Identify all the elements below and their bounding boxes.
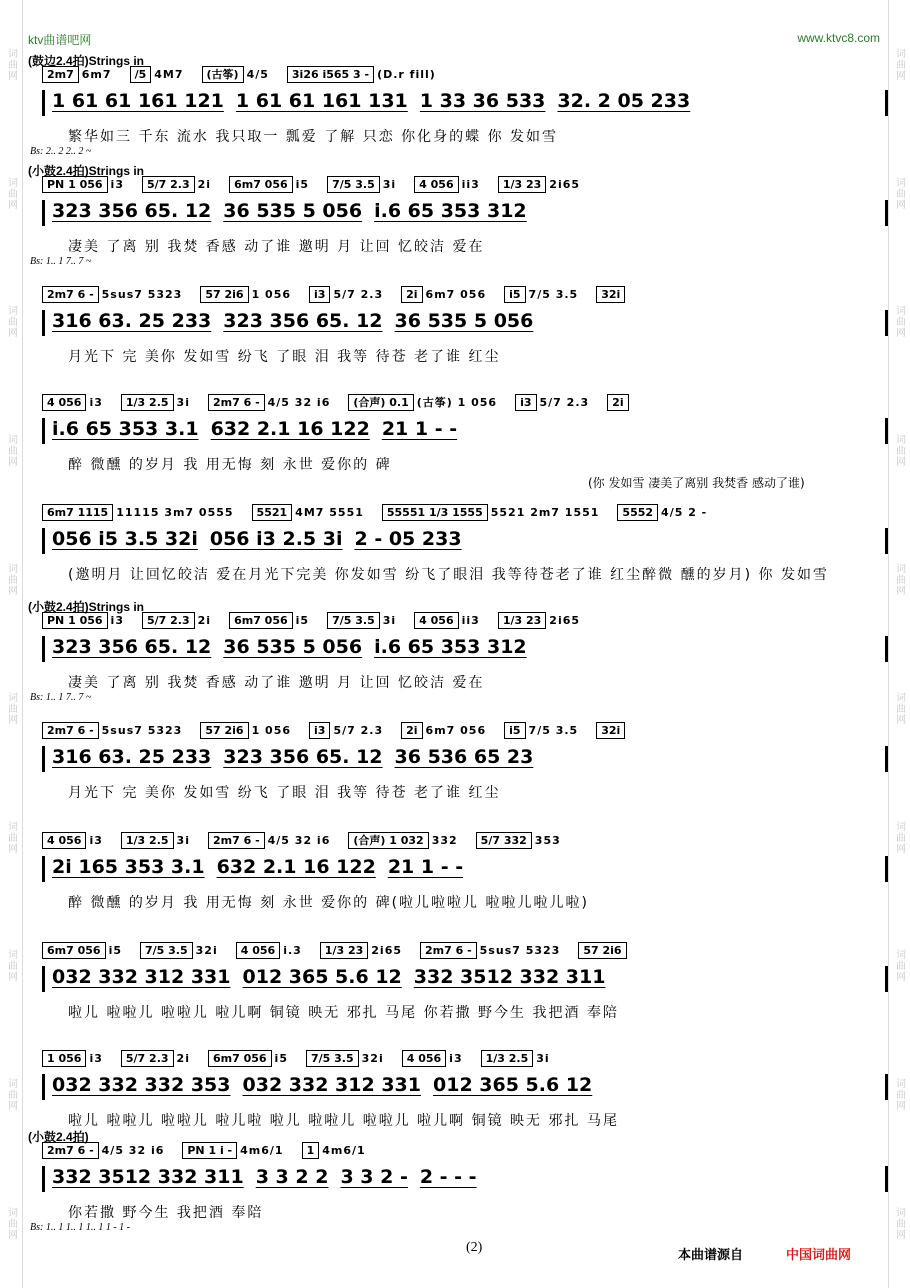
measure-group: 36 535 5 056 bbox=[223, 200, 363, 222]
lyrics-line: 醉 微醺 的岁月 我 用无悔 刻 永世 爱你的 碑 bbox=[68, 457, 392, 473]
measure-group: 36 535 5 056 bbox=[394, 310, 534, 332]
side-watermark-text: 词曲网 bbox=[5, 1078, 17, 1112]
chord-symbol: 55551 1/3 1555 bbox=[382, 504, 488, 521]
side-watermark-text: 词曲网 bbox=[5, 47, 17, 81]
chord-symbol: 5/7 2.3 bbox=[142, 176, 195, 193]
arpeggio-notes: 7/5 3.5 bbox=[528, 288, 579, 301]
measure-group: 2 - 05 233 bbox=[354, 528, 462, 550]
arpeggio-notes: i3 bbox=[449, 1052, 463, 1065]
arpeggio-notes: i5 bbox=[108, 944, 122, 957]
arpeggio-notes: ii3 bbox=[461, 614, 480, 627]
jianpu-melody bbox=[52, 746, 890, 774]
lyrics-line: 你若撒 野今生 我把酒 奉陪 bbox=[68, 1205, 264, 1221]
arpeggio-notes: 3i bbox=[176, 834, 190, 847]
arpeggio-notes: 5521 2m7 1551 bbox=[490, 506, 600, 519]
side-watermark-text: 词曲网 bbox=[5, 820, 17, 854]
chord-symbol: 57 2i6 bbox=[578, 942, 626, 959]
arpeggio-notes: 1 056 bbox=[251, 724, 292, 737]
bass-line: Bs: 1.. 1 1.. 1 1.. 1 1 - 1 - bbox=[30, 1222, 130, 1233]
measure-group: i.6 65 353 312 bbox=[374, 636, 527, 658]
barline-start bbox=[42, 1074, 45, 1100]
chord-symbol: 5/7 332 bbox=[476, 832, 532, 849]
chord-line bbox=[42, 1050, 890, 1070]
barline-start bbox=[42, 856, 45, 882]
chord-line bbox=[42, 942, 890, 962]
source-name: 中国词曲网 bbox=[786, 1248, 852, 1263]
arpeggio-notes: 32i bbox=[361, 1052, 384, 1065]
jianpu-melody bbox=[52, 856, 890, 884]
arpeggio-notes: 4m6/1 bbox=[240, 1144, 284, 1157]
arpeggio-notes: 1 056 bbox=[251, 288, 292, 301]
measure-group: 36 536 65 23 bbox=[394, 746, 534, 768]
arpeggio-notes: 4/5 bbox=[246, 68, 269, 81]
side-watermark-text: 词曲网 bbox=[5, 949, 17, 983]
chord-symbol: 2m7 6 - bbox=[420, 942, 477, 959]
source-label: 本曲谱源自 bbox=[678, 1248, 744, 1263]
arpeggio-notes: 5sus7 5323 bbox=[479, 944, 561, 957]
arpeggio-notes: 4/5 32 i6 bbox=[101, 1144, 165, 1157]
chord-symbol: i3 bbox=[515, 394, 536, 411]
side-watermark-text: 词曲网 bbox=[893, 691, 905, 725]
bass-line: Bs: 2.. 2 2.. 2 ~ bbox=[30, 146, 92, 157]
chord-symbol: 6m7 056 bbox=[42, 942, 106, 959]
chord-symbol: 2i bbox=[401, 286, 422, 303]
barline-start bbox=[42, 636, 45, 662]
page-border-left bbox=[22, 0, 23, 1288]
measure-group: 323 356 65. 12 bbox=[223, 746, 383, 768]
chord-line bbox=[42, 66, 890, 86]
side-watermark-text: 词曲网 bbox=[5, 563, 17, 597]
side-watermark-text: 词曲网 bbox=[5, 176, 17, 210]
chord-symbol: 4 056 bbox=[42, 832, 86, 849]
measure-group: i.6 65 353 312 bbox=[374, 200, 527, 222]
chord-symbol: 6m7 056 bbox=[229, 612, 293, 629]
chord-symbol: 6m7 056 bbox=[208, 1050, 272, 1067]
side-watermark-text: 词曲网 bbox=[893, 563, 905, 597]
measure-group: 36 535 5 056 bbox=[223, 636, 363, 658]
chord-line bbox=[42, 612, 890, 632]
arpeggio-notes: 353 bbox=[534, 834, 561, 847]
measure-group: i.6 65 353 3.1 bbox=[52, 418, 199, 440]
measure-group: 056 i5 3.5 32i bbox=[52, 528, 198, 550]
arpeggio-notes: (古筝) 1 056 bbox=[416, 396, 498, 409]
barline-start bbox=[42, 746, 45, 772]
jianpu-melody bbox=[52, 528, 890, 556]
chord-symbol: (合声) 1 032 bbox=[348, 832, 428, 849]
chord-line bbox=[42, 394, 890, 414]
barline-start bbox=[42, 200, 45, 226]
chord-symbol: 5/7 2.3 bbox=[142, 612, 195, 629]
bass-line: Bs: 1.. 1 7.. 7 ~ bbox=[30, 692, 92, 703]
chord-symbol: 5552 bbox=[617, 504, 658, 521]
measure-group: 332 3512 332 311 bbox=[52, 1166, 244, 1188]
arpeggio-notes: i5 bbox=[295, 614, 310, 627]
measure-group: 056 i3 2.5 3i bbox=[209, 528, 343, 550]
score-system bbox=[28, 1128, 890, 1235]
side-watermark-text: 词曲网 bbox=[893, 1078, 905, 1112]
measure-group: 332 3512 332 311 bbox=[413, 966, 606, 988]
chord-line bbox=[42, 286, 890, 306]
chord-symbol: 7/5 3.5 bbox=[327, 612, 380, 629]
chord-symbol: 1/3 2.5 bbox=[121, 394, 174, 411]
side-watermark-text: 词曲网 bbox=[893, 820, 905, 854]
measure-group: 21 1 - - bbox=[387, 856, 464, 878]
lyrics-line: (邀明月 让回忆皎洁 爱在月光下完美 你发如雪 纷飞了眼泪 我等待苍老了谁 红尘醉微 醺的岁月) 你 发如雪 bbox=[68, 567, 829, 583]
score-system bbox=[28, 928, 890, 1035]
chord-symbol: PN 1 056 bbox=[42, 176, 108, 193]
arpeggio-notes: 332 bbox=[431, 834, 458, 847]
arpeggio-notes: (D.r fill) bbox=[377, 68, 436, 81]
arpeggio-notes: 5/7 2.3 bbox=[333, 288, 384, 301]
arpeggio-notes: 4/5 2 - bbox=[661, 506, 708, 519]
arpeggio-notes: 2i bbox=[197, 178, 212, 191]
measure-group: 3 3 2 2 bbox=[255, 1166, 329, 1188]
arpeggio-notes: 11115 3m7 0555 bbox=[116, 506, 234, 519]
arpeggio-notes: 2i65 bbox=[549, 614, 581, 627]
arpeggio-notes: 3i bbox=[536, 1052, 550, 1065]
chord-symbol: i3 bbox=[309, 286, 330, 303]
lyrics-line: 凄美 了离 别 我焚 香感 动了谁 邀明 月 让回 忆皎洁 爱在 bbox=[68, 675, 485, 691]
chord-symbol: 1 bbox=[302, 1142, 320, 1159]
score-system bbox=[28, 818, 890, 925]
arpeggio-notes: ii3 bbox=[461, 178, 480, 191]
arpeggio-notes: 5/7 2.3 bbox=[539, 396, 590, 409]
chord-symbol: 4 056 bbox=[414, 612, 458, 629]
measure-group: 032 332 312 331 bbox=[52, 966, 231, 988]
jianpu-melody bbox=[52, 1074, 890, 1102]
measure-group: 1 33 36 533 bbox=[419, 90, 546, 112]
chord-line bbox=[42, 176, 890, 196]
chord-symbol: 1/3 23 bbox=[320, 942, 368, 959]
lyrics-line: 繁华如三 千东 流水 我只取一 瓢爱 了解 只恋 你化身的蝶 你 发如雪 bbox=[68, 129, 559, 145]
lyrics-line: 月光下 完 美你 发如雪 纷飞 了眼 泪 我等 待苍 老了谁 红尘 bbox=[68, 785, 501, 801]
jianpu-melody bbox=[52, 200, 890, 228]
section-label: (小鼓2.4拍)Strings in bbox=[28, 600, 145, 614]
measure-group: 323 356 65. 12 bbox=[223, 310, 383, 332]
jianpu-melody bbox=[52, 966, 890, 994]
side-watermark-left bbox=[3, 0, 19, 1288]
chord-symbol: 2m7 6 - bbox=[42, 1142, 99, 1159]
side-watermark-text: 词曲网 bbox=[893, 434, 905, 468]
score-system bbox=[28, 490, 890, 597]
page-footer bbox=[0, 1240, 910, 1270]
side-watermark-text: 词曲网 bbox=[893, 949, 905, 983]
chord-symbol: 32i bbox=[596, 722, 625, 739]
measure-group: 32. 2 05 233 bbox=[557, 90, 691, 112]
measure-group: 2 - - - bbox=[419, 1166, 477, 1188]
side-watermark-text: 词曲网 bbox=[893, 47, 905, 81]
measure-group: 1 61 61 161 121 bbox=[52, 90, 224, 112]
chord-symbol: 57 2i6 bbox=[200, 722, 248, 739]
side-watermark-text: 词曲网 bbox=[893, 1207, 905, 1241]
chord-symbol: 7/5 3.5 bbox=[327, 176, 380, 193]
chord-line bbox=[42, 832, 890, 852]
chord-symbol: 2m7 6 - bbox=[208, 832, 265, 849]
chord-symbol: PN 1 i - bbox=[182, 1142, 237, 1159]
measure-group: 21 1 - - bbox=[381, 418, 458, 440]
arpeggio-notes: 4/5 32 i6 bbox=[267, 396, 331, 409]
jianpu-melody bbox=[52, 90, 890, 118]
chord-symbol: (合声) 0.1 bbox=[348, 394, 413, 411]
arpeggio-notes: 5sus7 5323 bbox=[101, 724, 183, 737]
arpeggio-notes: i3 bbox=[110, 178, 124, 191]
arpeggio-notes: 2i65 bbox=[371, 944, 402, 957]
measure-group: 2i 165 353 3.1 bbox=[52, 856, 205, 878]
side-watermark-text: 词曲网 bbox=[5, 434, 17, 468]
chord-symbol: i5 bbox=[504, 286, 525, 303]
lyrics-line: 月光下 完 美你 发如雪 纷飞 了眼 泪 我等 待苍 老了谁 红尘 bbox=[68, 349, 501, 365]
backing-lyrics: (你 发如雪 凄美了离别 我焚香 感动了谁) bbox=[588, 476, 805, 490]
arpeggio-notes: 2i65 bbox=[549, 178, 581, 191]
page-number: (2) bbox=[466, 1240, 483, 1255]
site-watermark-right: www.ktvc8.com bbox=[797, 31, 880, 45]
measure-group: 1 61 61 161 131 bbox=[235, 90, 408, 112]
measure-group: 012 365 5.6 12 bbox=[242, 966, 402, 988]
arpeggio-notes: i.3 bbox=[283, 944, 302, 957]
chord-symbol: 32i bbox=[596, 286, 625, 303]
score-system bbox=[28, 162, 890, 269]
arpeggio-notes: i3 bbox=[89, 1052, 103, 1065]
arpeggio-notes: 5sus7 5323 bbox=[101, 288, 183, 301]
arpeggio-notes: 4/5 32 i6 bbox=[267, 834, 331, 847]
measure-group: 012 365 5.6 12 bbox=[433, 1074, 593, 1096]
chord-symbol: (古筝) bbox=[202, 66, 244, 83]
chord-symbol: 4 056 bbox=[414, 176, 458, 193]
arpeggio-notes: i5 bbox=[274, 1052, 288, 1065]
barline-start bbox=[42, 1166, 45, 1192]
chord-symbol: 5/7 2.3 bbox=[121, 1050, 174, 1067]
bass-line: Bs: 1.. 1 7.. 7 ~ bbox=[30, 256, 92, 267]
arpeggio-notes: 2i bbox=[197, 614, 212, 627]
measure-group: 316 63. 25 233 bbox=[52, 746, 212, 768]
arpeggio-notes: 4M7 5551 bbox=[295, 506, 364, 519]
side-watermark-text: 词曲网 bbox=[893, 176, 905, 210]
score-system bbox=[28, 52, 890, 159]
section-label: (鼓边2.4拍)Strings in bbox=[28, 54, 145, 68]
side-watermark-text: 词曲网 bbox=[5, 305, 17, 339]
chord-symbol: 2m7 6 - bbox=[208, 394, 265, 411]
measure-group: 3 3 2 - bbox=[340, 1166, 408, 1188]
arpeggio-notes: 3i bbox=[382, 178, 397, 191]
chord-symbol: 6m7 1115 bbox=[42, 504, 113, 521]
chord-symbol: 6m7 056 bbox=[229, 176, 293, 193]
barline-start bbox=[42, 418, 45, 444]
chord-symbol: 2m7 6 - bbox=[42, 722, 99, 739]
chord-symbol: 3i26 i565 3 - bbox=[287, 66, 374, 83]
jianpu-melody bbox=[52, 636, 890, 664]
chord-symbol: 7/5 3.5 bbox=[140, 942, 193, 959]
measure-group: 632 2.1 16 122 bbox=[216, 856, 376, 878]
section-label: (小鼓2.4拍)Strings in bbox=[28, 164, 145, 178]
chord-symbol: 2m7 bbox=[42, 66, 79, 83]
lyrics-line: 啦儿 啦啦儿 啦啦儿 啦儿啊 铜镜 映无 邪扎 马尾 你若撒 野今生 我把酒 奉陪 bbox=[68, 1005, 619, 1021]
measure-group: 323 356 65. 12 bbox=[52, 636, 212, 658]
barline-start bbox=[42, 966, 45, 992]
side-watermark-right bbox=[891, 0, 907, 1288]
barline-start bbox=[42, 90, 45, 116]
arpeggio-notes: i3 bbox=[89, 834, 103, 847]
side-watermark-text: 词曲网 bbox=[5, 691, 17, 725]
chord-symbol: 5521 bbox=[252, 504, 293, 521]
score-system bbox=[28, 598, 890, 705]
arpeggio-notes: 32i bbox=[195, 944, 218, 957]
chord-symbol: 4 056 bbox=[42, 394, 86, 411]
chord-symbol: 7/5 3.5 bbox=[306, 1050, 359, 1067]
chord-symbol: 2i bbox=[607, 394, 628, 411]
arpeggio-notes: 2i bbox=[176, 1052, 190, 1065]
score-system bbox=[28, 708, 890, 815]
arpeggio-notes: 5/7 2.3 bbox=[333, 724, 384, 737]
chord-symbol: 1/3 2.5 bbox=[481, 1050, 534, 1067]
chord-symbol: 57 2i6 bbox=[200, 286, 248, 303]
chord-symbol: 1/3 23 bbox=[498, 176, 546, 193]
arpeggio-notes: i3 bbox=[89, 396, 103, 409]
site-watermark-left: ktv曲谱吧网 bbox=[28, 33, 92, 47]
arpeggio-notes: 3i bbox=[382, 614, 397, 627]
chord-symbol: 4 056 bbox=[236, 942, 280, 959]
chord-symbol: 1 056 bbox=[42, 1050, 86, 1067]
section-label: (小鼓2.4拍) bbox=[28, 1130, 89, 1144]
chord-symbol: i5 bbox=[504, 722, 525, 739]
jianpu-melody bbox=[52, 1166, 890, 1194]
chord-symbol: 2i bbox=[401, 722, 422, 739]
arpeggio-notes: i3 bbox=[110, 614, 124, 627]
arpeggio-notes: 6m7 056 bbox=[425, 288, 487, 301]
chord-symbol: 1/3 2.5 bbox=[121, 832, 174, 849]
lyrics-line: 醉 微醺 的岁月 我 用无悔 刻 永世 爱你的 碑(啦儿啦啦儿 啦啦儿啦儿啦) bbox=[68, 895, 589, 911]
arpeggio-notes: 7/5 3.5 bbox=[528, 724, 579, 737]
jianpu-melody bbox=[52, 418, 890, 446]
measure-group: 632 2.1 16 122 bbox=[210, 418, 370, 440]
lyrics-line: 啦儿 啦啦儿 啦啦儿 啦儿啦 啦儿 啦啦儿 啦啦儿 啦儿啊 铜镜 映无 邪扎 马尾 bbox=[68, 1113, 619, 1129]
chord-line bbox=[42, 722, 890, 742]
jianpu-melody bbox=[52, 310, 890, 338]
measure-group: 032 332 312 331 bbox=[242, 1074, 421, 1096]
chord-symbol: /5 bbox=[130, 66, 152, 83]
chord-symbol: 1/3 23 bbox=[498, 612, 546, 629]
arpeggio-notes: 4m6/1 bbox=[322, 1144, 366, 1157]
arpeggio-notes: 4M7 bbox=[154, 68, 184, 81]
barline-start bbox=[42, 310, 45, 336]
score-system bbox=[28, 272, 890, 379]
side-watermark-text: 词曲网 bbox=[5, 1207, 17, 1241]
chord-symbol: 2m7 6 - bbox=[42, 286, 99, 303]
chord-symbol: i3 bbox=[309, 722, 330, 739]
lyrics-line: 凄美 了离 别 我焚 香感 动了谁 邀明 月 让回 忆皎洁 爱在 bbox=[68, 239, 485, 255]
barline-start bbox=[42, 528, 45, 554]
arpeggio-notes: 6m7 056 bbox=[425, 724, 487, 737]
measure-group: 032 332 332 353 bbox=[52, 1074, 231, 1096]
arpeggio-notes: i5 bbox=[295, 178, 310, 191]
score-system bbox=[28, 1036, 890, 1143]
arpeggio-notes: 6m7 bbox=[81, 68, 112, 81]
measure-group: 316 63. 25 233 bbox=[52, 310, 212, 332]
arpeggio-notes: 3i bbox=[176, 396, 190, 409]
score-system bbox=[28, 380, 890, 490]
chord-symbol: 4 056 bbox=[402, 1050, 446, 1067]
side-watermark-text: 词曲网 bbox=[893, 305, 905, 339]
chord-line bbox=[42, 1142, 890, 1162]
measure-group: 323 356 65. 12 bbox=[52, 200, 212, 222]
chord-line bbox=[42, 504, 890, 524]
chord-symbol: PN 1 056 bbox=[42, 612, 108, 629]
